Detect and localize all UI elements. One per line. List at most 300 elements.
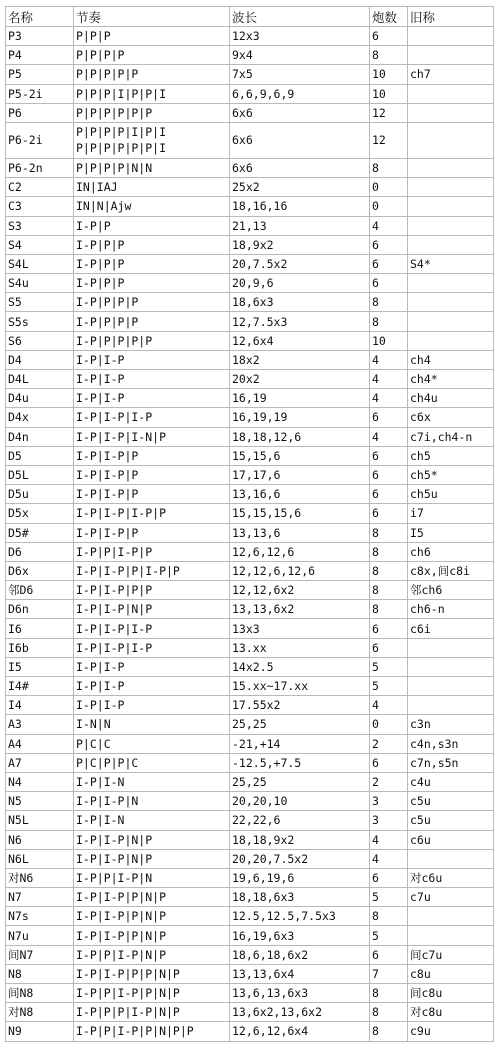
cell-wavelength[interactable]: 12,6,12,6x4 [230, 1022, 370, 1041]
cell-rhythm[interactable]: I-P|P [74, 216, 230, 235]
cell-wavelength[interactable]: 13,13,6 [230, 523, 370, 542]
cell-shots[interactable]: 4 [370, 427, 408, 446]
cell-wavelength[interactable]: 6x6 [230, 158, 370, 177]
cell-shots[interactable]: 6 [370, 945, 408, 964]
cell-rhythm[interactable]: P|C|C [74, 734, 230, 753]
cell-rhythm[interactable]: I-P|I-P|I-N|P [74, 427, 230, 446]
cell-name[interactable]: S3 [6, 216, 74, 235]
cell-wavelength[interactable]: 17.55x2 [230, 696, 370, 715]
cell-name[interactable]: D5u [6, 485, 74, 504]
table-row [6, 581, 494, 600]
cell-old-name[interactable] [408, 312, 494, 331]
cell-old-name[interactable]: 间c7u [408, 945, 494, 964]
cell-shots[interactable]: 4 [370, 389, 408, 408]
cell-rhythm[interactable]: IN|N|Ajw [74, 197, 230, 216]
cell-rhythm[interactable]: P|P|P|P [74, 46, 230, 65]
cell-shots[interactable]: 4 [370, 696, 408, 715]
cell-wavelength[interactable]: 12x3 [230, 27, 370, 46]
cell-shots[interactable]: 4 [370, 830, 408, 849]
table-row [6, 753, 494, 772]
cell-rhythm[interactable]: I-P|P|P|P [74, 312, 230, 331]
cell-shots[interactable]: 6 [370, 235, 408, 254]
cell-name[interactable]: N9 [6, 1022, 74, 1041]
cell-wavelength[interactable]: 6x6 [230, 103, 370, 122]
cell-wavelength[interactable]: 15,15,6 [230, 446, 370, 465]
table-row [6, 504, 494, 523]
table-row [6, 216, 494, 235]
header-rhythm[interactable]: 节奏 [74, 7, 230, 27]
cell-name[interactable]: C2 [6, 178, 74, 197]
cell-wavelength[interactable]: 21,13 [230, 216, 370, 235]
cell-shots[interactable]: 0 [370, 715, 408, 734]
cell-shots[interactable]: 10 [370, 84, 408, 103]
cell-wavelength[interactable]: 22,22,6 [230, 811, 370, 830]
cell-name[interactable]: S5s [6, 312, 74, 331]
cell-rhythm[interactable]: I-P|I-P|I-P|P [74, 504, 230, 523]
cell-name[interactable]: S4u [6, 274, 74, 293]
cell-wavelength[interactable]: 13,13,6x4 [230, 964, 370, 983]
cell-rhythm[interactable]: I-P|P|P [74, 274, 230, 293]
cell-rhythm[interactable]: I-P|I-P|N|P [74, 600, 230, 619]
cell-old-name[interactable]: c7i,ch4-n [408, 427, 494, 446]
cell-name[interactable]: 间N8 [6, 984, 74, 1003]
cell-rhythm[interactable]: I-P|I-P [74, 677, 230, 696]
cell-shots[interactable]: 6 [370, 408, 408, 427]
cell-shots[interactable]: 8 [370, 158, 408, 177]
cell-wavelength[interactable]: 13.xx [230, 638, 370, 657]
cell-shots[interactable]: 2 [370, 734, 408, 753]
cell-shots[interactable]: 0 [370, 178, 408, 197]
cell-name[interactable]: S5 [6, 293, 74, 312]
cell-rhythm[interactable]: I-P|I-P|N [74, 792, 230, 811]
cell-shots[interactable]: 5 [370, 657, 408, 676]
cell-rhythm[interactable]: P|C|P|P|C [74, 753, 230, 772]
cell-name[interactable]: N5 [6, 792, 74, 811]
cell-old-name[interactable] [408, 103, 494, 122]
cell-old-name[interactable]: ch6 [408, 542, 494, 561]
cell-old-name[interactable]: c9u [408, 1022, 494, 1041]
cell-shots[interactable]: 4 [370, 350, 408, 369]
cell-rhythm[interactable]: I-P|I-P [74, 350, 230, 369]
cell-wavelength[interactable]: 15.xx~17.xx [230, 677, 370, 696]
table-row [6, 408, 494, 427]
cell-old-name[interactable] [408, 27, 494, 46]
cell-old-name[interactable] [408, 849, 494, 868]
cell-rhythm[interactable]: P|P|P|P|N|N [74, 158, 230, 177]
cell-rhythm[interactable]: I-P|I-P|P [74, 465, 230, 484]
cell-wavelength[interactable]: 18,6,18,6x2 [230, 945, 370, 964]
table-row [6, 84, 494, 103]
cell-rhythm[interactable]: I-P|P|P|P [74, 293, 230, 312]
cell-name[interactable]: 邻D6 [6, 581, 74, 600]
cell-name[interactable]: D6n [6, 600, 74, 619]
cell-old-name[interactable]: ch4 [408, 350, 494, 369]
cell-name[interactable]: I4 [6, 696, 74, 715]
cell-old-name[interactable] [408, 84, 494, 103]
cell-rhythm[interactable]: I-P|I-P|N|P [74, 830, 230, 849]
cell-old-name[interactable]: c6i [408, 619, 494, 638]
cell-wavelength[interactable]: 25x2 [230, 178, 370, 197]
table-row [6, 370, 494, 389]
cell-shots[interactable]: 6 [370, 868, 408, 887]
cell-name[interactable]: D5x [6, 504, 74, 523]
cell-name[interactable]: 对N6 [6, 868, 74, 887]
cell-old-name[interactable]: S4* [408, 254, 494, 273]
cell-rhythm[interactable]: I-P|I-N [74, 772, 230, 791]
table-row [6, 734, 494, 753]
cell-wavelength[interactable]: 12.5,12.5,7.5x3 [230, 907, 370, 926]
cell-name[interactable]: N6 [6, 830, 74, 849]
table-row [6, 254, 494, 273]
cell-name[interactable]: S4L [6, 254, 74, 273]
table-row [6, 811, 494, 830]
cell-rhythm[interactable]: I-P|I-P|P|P [74, 581, 230, 600]
cell-rhythm[interactable]: P|P|P|I|P|P|I [74, 84, 230, 103]
header-row [6, 7, 494, 27]
cell-old-name[interactable] [408, 274, 494, 293]
cell-shots[interactable]: 6 [370, 638, 408, 657]
cell-old-name[interactable]: 间c8u [408, 984, 494, 1003]
cell-wavelength[interactable]: 20,9,6 [230, 274, 370, 293]
cell-old-name[interactable]: c6x [408, 408, 494, 427]
cell-wavelength[interactable]: 25,25 [230, 715, 370, 734]
cell-name[interactable]: I6b [6, 638, 74, 657]
cell-rhythm[interactable]: I-P|P|I-P|N [74, 868, 230, 887]
cell-wavelength[interactable]: 18,18,12,6 [230, 427, 370, 446]
cell-old-name[interactable]: ch5u [408, 485, 494, 504]
cell-old-name[interactable] [408, 178, 494, 197]
header-old-name[interactable]: 旧称 [408, 7, 494, 27]
cell-wavelength[interactable]: 12,7.5x3 [230, 312, 370, 331]
cell-rhythm[interactable]: I-P|I-P [74, 657, 230, 676]
table-row [6, 465, 494, 484]
cell-shots[interactable]: 5 [370, 926, 408, 945]
cell-name[interactable]: I4# [6, 677, 74, 696]
cell-wavelength[interactable]: 15,15,15,6 [230, 504, 370, 523]
cell-name[interactable]: D5 [6, 446, 74, 465]
table-row [6, 158, 494, 177]
cell-name[interactable]: D6x [6, 561, 74, 580]
cell-rhythm[interactable]: I-P|I-P [74, 389, 230, 408]
cell-wavelength[interactable]: 12,6x4 [230, 331, 370, 350]
cell-old-name[interactable]: c4n,s3n [408, 734, 494, 753]
cell-shots[interactable]: 8 [370, 907, 408, 926]
cell-old-name[interactable] [408, 197, 494, 216]
cell-shots[interactable]: 3 [370, 811, 408, 830]
cell-shots[interactable]: 12 [370, 103, 408, 122]
cell-wavelength[interactable]: 7x5 [230, 65, 370, 84]
cell-old-name[interactable]: c5u [408, 792, 494, 811]
cell-shots[interactable]: 8 [370, 581, 408, 600]
cell-wavelength[interactable]: 13,6x2,13,6x2 [230, 1003, 370, 1022]
cell-old-name[interactable]: 对c8u [408, 1003, 494, 1022]
table-row [6, 792, 494, 811]
cell-wavelength[interactable]: 20,20,7.5x2 [230, 849, 370, 868]
cell-rhythm[interactable]: I-P|P|I-P|N|P [74, 945, 230, 964]
cell-name[interactable]: 对N8 [6, 1003, 74, 1022]
cell-name[interactable]: I5 [6, 657, 74, 676]
cell-shots[interactable]: 8 [370, 312, 408, 331]
cell-shots[interactable]: 8 [370, 1003, 408, 1022]
cell-rhythm[interactable]: P|P|P [74, 27, 230, 46]
cell-old-name[interactable]: 对c6u [408, 868, 494, 887]
header-shots[interactable]: 炮数 [370, 7, 408, 27]
cell-name[interactable]: N4 [6, 772, 74, 791]
table-row [6, 523, 494, 542]
table-row [6, 178, 494, 197]
table-row [6, 331, 494, 350]
cell-rhythm[interactable]: I-P|I-N [74, 811, 230, 830]
cell-old-name[interactable]: ch4u [408, 389, 494, 408]
cell-wavelength[interactable]: 18,18,6x3 [230, 888, 370, 907]
cell-old-name[interactable] [408, 677, 494, 696]
cell-wavelength[interactable]: 13x3 [230, 619, 370, 638]
cell-old-name[interactable]: c7u [408, 888, 494, 907]
cell-old-name[interactable]: ch5 [408, 446, 494, 465]
cell-old-name[interactable]: ch4* [408, 370, 494, 389]
cell-wavelength[interactable]: -21,+14 [230, 734, 370, 753]
cell-wavelength[interactable]: 18x2 [230, 350, 370, 369]
cell-rhythm[interactable]: I-P|P|P [74, 235, 230, 254]
cell-wavelength[interactable]: 18,16,16 [230, 197, 370, 216]
cell-rhythm[interactable]: I-P|I-P|I-P [74, 619, 230, 638]
cell-old-name[interactable] [408, 638, 494, 657]
cell-name[interactable]: D4u [6, 389, 74, 408]
table-row [6, 830, 494, 849]
cell-shots[interactable]: 6 [370, 27, 408, 46]
cell-shots[interactable]: 5 [370, 888, 408, 907]
cell-old-name[interactable] [408, 122, 494, 158]
cell-shots[interactable]: 8 [370, 523, 408, 542]
cell-old-name[interactable]: c8x,间c8i [408, 561, 494, 580]
header-name[interactable]: 名称 [6, 7, 74, 27]
table-row [6, 122, 494, 158]
cell-shots[interactable]: 6 [370, 465, 408, 484]
cell-wavelength[interactable]: 19,6,19,6 [230, 868, 370, 887]
cell-shots[interactable]: 6 [370, 619, 408, 638]
cell-wavelength[interactable]: 25,25 [230, 772, 370, 791]
cell-name[interactable]: N7s [6, 907, 74, 926]
cell-rhythm[interactable]: I-P|I-P [74, 696, 230, 715]
cell-old-name[interactable] [408, 657, 494, 676]
cell-name[interactable]: D4n [6, 427, 74, 446]
cell-old-name[interactable] [408, 46, 494, 65]
cell-old-name[interactable]: I5 [408, 523, 494, 542]
cell-rhythm[interactable]: I-P|I-P|N|P [74, 849, 230, 868]
cell-shots[interactable]: 6 [370, 504, 408, 523]
cell-shots[interactable]: 4 [370, 216, 408, 235]
header-wavelength[interactable]: 波长 [230, 7, 370, 27]
cell-rhythm[interactable]: I-P|P|P [74, 254, 230, 273]
cell-name[interactable]: S6 [6, 331, 74, 350]
table-row [6, 638, 494, 657]
cell-old-name[interactable] [408, 926, 494, 945]
table-row [6, 312, 494, 331]
cell-name[interactable]: N5L [6, 811, 74, 830]
cell-rhythm[interactable]: I-P|I-P|P [74, 446, 230, 465]
table-row [6, 46, 494, 65]
cell-rhythm[interactable]: I-N|N [74, 715, 230, 734]
cell-name[interactable]: P6 [6, 103, 74, 122]
cell-wavelength[interactable]: 13,6,13,6x3 [230, 984, 370, 1003]
cell-old-name[interactable] [408, 696, 494, 715]
cell-name[interactable]: P6-2n [6, 158, 74, 177]
cell-old-name[interactable]: c6u [408, 830, 494, 849]
cell-old-name[interactable]: ch6-n [408, 600, 494, 619]
table-row [6, 945, 494, 964]
cell-rhythm[interactable]: I-P|I-P|P|N|P [74, 926, 230, 945]
table-row [6, 772, 494, 791]
cell-shots[interactable]: 10 [370, 65, 408, 84]
cell-shots[interactable]: 6 [370, 485, 408, 504]
cell-shots[interactable]: 7 [370, 964, 408, 983]
cell-shots[interactable]: 6 [370, 274, 408, 293]
cell-old-name[interactable] [408, 235, 494, 254]
cell-shots[interactable]: 3 [370, 792, 408, 811]
table-row [6, 197, 494, 216]
spreadsheet-table [5, 6, 494, 1042]
cell-wavelength[interactable]: 9x4 [230, 46, 370, 65]
cell-wavelength[interactable]: 16,19,6x3 [230, 926, 370, 945]
cell-rhythm[interactable]: I-P|I-P|P [74, 523, 230, 542]
cell-name[interactable]: 间N7 [6, 945, 74, 964]
cell-rhythm[interactable]: I-P|P|I-P|P|N|P|P [74, 1022, 230, 1041]
cell-old-name[interactable] [408, 158, 494, 177]
cell-name[interactable]: A4 [6, 734, 74, 753]
cell-shots[interactable]: 6 [370, 753, 408, 772]
cell-wavelength[interactable]: 6,6,9,6,9 [230, 84, 370, 103]
cell-name[interactable]: N7 [6, 888, 74, 907]
cell-shots[interactable]: 8 [370, 984, 408, 1003]
cell-old-name[interactable] [408, 216, 494, 235]
cell-old-name[interactable] [408, 293, 494, 312]
cell-name[interactable]: N6L [6, 849, 74, 868]
cell-wavelength[interactable]: 20x2 [230, 370, 370, 389]
cell-old-name[interactable]: c8u [408, 964, 494, 983]
cell-shots[interactable]: 8 [370, 1022, 408, 1041]
cell-rhythm[interactable]: I-P|I-P|P|N|P [74, 907, 230, 926]
cell-shots[interactable]: 4 [370, 849, 408, 868]
cell-wavelength[interactable]: 20,20,10 [230, 792, 370, 811]
cell-name[interactable]: A3 [6, 715, 74, 734]
cell-rhythm[interactable]: I-P|I-P|I-P [74, 408, 230, 427]
cell-wavelength[interactable]: 12,6,12,6 [230, 542, 370, 561]
cell-old-name[interactable]: 邻ch6 [408, 581, 494, 600]
cell-rhythm[interactable]: P|P|P|P|P [74, 65, 230, 84]
cell-shots[interactable]: 10 [370, 331, 408, 350]
cell-wavelength[interactable]: 17,17,6 [230, 465, 370, 484]
cell-rhythm[interactable]: IN|IAJ [74, 178, 230, 197]
cell-old-name[interactable] [408, 907, 494, 926]
table-row [6, 888, 494, 907]
cell-name[interactable]: D5# [6, 523, 74, 542]
cell-shots[interactable]: 2 [370, 772, 408, 791]
cell-name[interactable]: C3 [6, 197, 74, 216]
table-row [6, 657, 494, 676]
cell-rhythm[interactable]: I-P|P|I-P|P [74, 542, 230, 561]
cell-name[interactable]: P5-2i [6, 84, 74, 103]
cell-rhythm[interactable]: I-P|I-P|P [74, 485, 230, 504]
cell-name[interactable]: S4 [6, 235, 74, 254]
table-row [6, 235, 494, 254]
cell-old-name[interactable]: ch7 [408, 65, 494, 84]
cell-wavelength[interactable]: 16,19 [230, 389, 370, 408]
cell-old-name[interactable]: ch5* [408, 465, 494, 484]
cell-old-name[interactable]: i7 [408, 504, 494, 523]
cell-name[interactable]: D6 [6, 542, 74, 561]
cell-wavelength[interactable]: 12,12,6x2 [230, 581, 370, 600]
cell-shots[interactable]: 4 [370, 370, 408, 389]
cell-name[interactable]: A7 [6, 753, 74, 772]
cell-rhythm[interactable]: I-P|I-P|P|N|P [74, 888, 230, 907]
cell-wavelength[interactable]: 18,6x3 [230, 293, 370, 312]
cell-rhythm[interactable]: I-P|I-P|P|I-P|P [74, 561, 230, 580]
cell-shots[interactable]: 8 [370, 542, 408, 561]
cell-shots[interactable]: 8 [370, 561, 408, 580]
cell-wavelength[interactable]: 6x6 [230, 122, 370, 158]
table-row [6, 293, 494, 312]
cell-old-name[interactable]: c3n [408, 715, 494, 734]
cell-shots[interactable]: 0 [370, 197, 408, 216]
cell-old-name[interactable]: c4u [408, 772, 494, 791]
cell-rhythm[interactable]: I-P|P|P|P|P [74, 331, 230, 350]
cell-wavelength[interactable]: -12.5,+7.5 [230, 753, 370, 772]
cell-name[interactable]: I6 [6, 619, 74, 638]
table-body [6, 27, 494, 1042]
cell-shots[interactable]: 5 [370, 677, 408, 696]
cell-shots[interactable]: 6 [370, 254, 408, 273]
cell-name[interactable]: P4 [6, 46, 74, 65]
cell-name[interactable]: N7u [6, 926, 74, 945]
cell-rhythm[interactable]: I-P|I-P [74, 370, 230, 389]
cell-rhythm[interactable]: P|P|P|P|P|P [74, 103, 230, 122]
cell-name[interactable]: P3 [6, 27, 74, 46]
cell-shots[interactable]: 8 [370, 600, 408, 619]
cell-wavelength[interactable]: 16,19,19 [230, 408, 370, 427]
table-row [6, 446, 494, 465]
cell-shots[interactable]: 6 [370, 446, 408, 465]
cell-old-name[interactable]: c7n,s5n [408, 753, 494, 772]
cell-rhythm[interactable]: I-P|I-P|P|P|N|P [74, 964, 230, 983]
cell-wavelength[interactable]: 13,13,6x2 [230, 600, 370, 619]
table-row [6, 907, 494, 926]
cell-name[interactable]: D4x [6, 408, 74, 427]
cell-shots[interactable]: 12 [370, 122, 408, 158]
cell-rhythm[interactable]: I-P|P|P|I-P|N|P [74, 1003, 230, 1022]
cell-wavelength[interactable]: 20,7.5x2 [230, 254, 370, 273]
cell-shots[interactable]: 8 [370, 293, 408, 312]
cell-rhythm[interactable]: I-P|P|I-P|P|N|P [74, 984, 230, 1003]
cell-name[interactable]: N8 [6, 964, 74, 983]
cell-wavelength[interactable]: 12,12,6,12,6 [230, 561, 370, 580]
cell-name[interactable]: D5L [6, 465, 74, 484]
table-row [6, 1003, 494, 1022]
cell-rhythm[interactable]: P|P|P|P|I|P|I P|P|P|P|P|P|I [74, 122, 230, 158]
cell-wavelength[interactable]: 18,18,9x2 [230, 830, 370, 849]
cell-name[interactable]: D4L [6, 370, 74, 389]
cell-old-name[interactable] [408, 331, 494, 350]
cell-wavelength[interactable]: 13,16,6 [230, 485, 370, 504]
cell-name[interactable]: D4 [6, 350, 74, 369]
cell-name[interactable]: P5 [6, 65, 74, 84]
cell-rhythm[interactable]: I-P|I-P|I-P [74, 638, 230, 657]
cell-wavelength[interactable]: 18,9x2 [230, 235, 370, 254]
cell-shots[interactable]: 8 [370, 46, 408, 65]
cell-wavelength[interactable]: 14x2.5 [230, 657, 370, 676]
cell-old-name[interactable]: c5u [408, 811, 494, 830]
table-row [6, 389, 494, 408]
cell-name[interactable]: P6-2i [6, 122, 74, 158]
